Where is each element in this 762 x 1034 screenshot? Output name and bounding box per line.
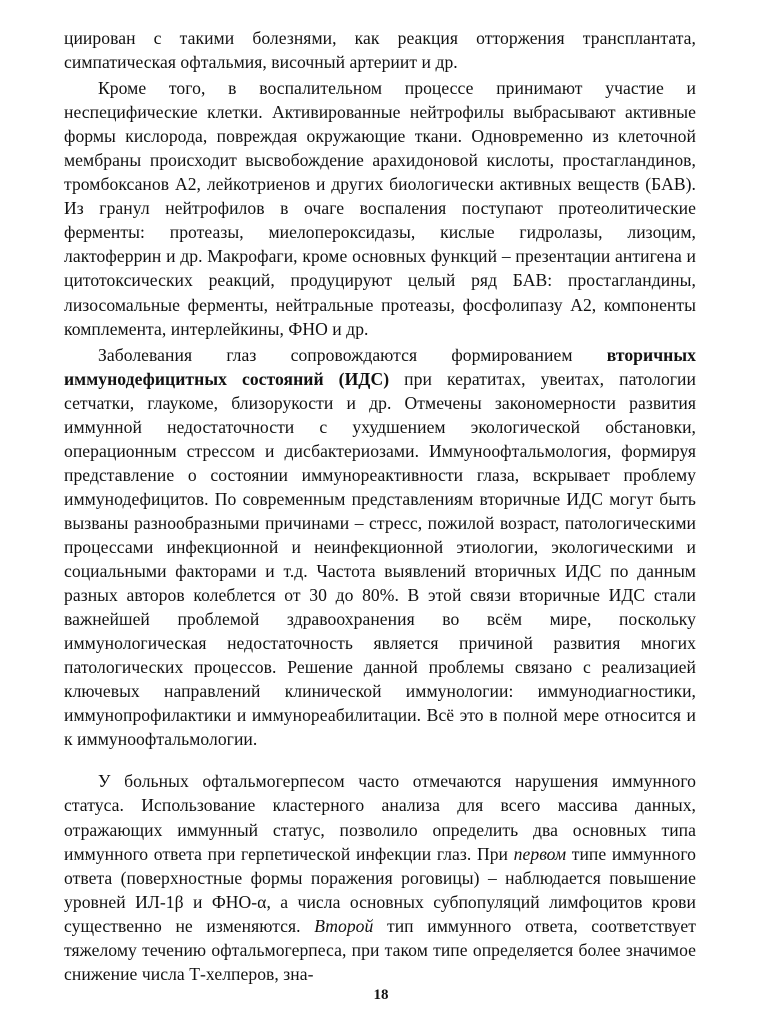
- paragraph-4-part-3: тип иммунного ответа, соответствует тяжелому течению офтальмогерпеса, при таком типе определяется более значимое снижение числа Т-хелперов, зна-: [64, 915, 696, 984]
- paragraph-4-part-1: У больных офтальмогерпесом часто отмечаются нарушения иммунного статуса. Использование кластерного анализа для всего массива данных, отражающих иммунный статус, позволило определить два основных типа иммунного ответа при герпетической инфекции глаз. При: [64, 771, 696, 864]
- page-number: 18: [373, 987, 389, 1003]
- paragraph-3: [64, 343, 696, 752]
- paragraph-4-part-2: типе иммунного ответа (поверхностные формы поражения роговицы) – наблюдается повышение уровней ИЛ-1β и ФНО-α, а числа основных субпопуляций лимфоцитов крови существенно не изменяются.: [64, 843, 696, 936]
- italic-term-first: первом: [513, 843, 567, 864]
- paragraph-2: Кроме того, в воспалительном процессе принимают участие и неспецифические клетки. Активированные нейтрофилы выбрасывают активные формы кислорода, повреждая окружающие ткани. Одновременно из клеточной мембраны происходит высвобождение арахидоновой кислоты, простагландинов, тромбоксанов А2, лейкотриенов и других биологически активных веществ (БАВ). Из гранул нейтрофилов в очаге воспаления поступают протеолитические ферменты: протеазы, миелопероксидазы, кислые гидролазы, лизоцим, лактоферрин и др. Макрофаги, кроме основных функций – презентации антигена и цитотоксических реакций, продуцируют целый ряд БАВ: простагландины, лизосомальные ферменты, нейтральные протеазы, фосфолипазу А2, компоненты комплемента, интерлейкины, ФНО и др.: [64, 78, 696, 339]
- italic-term-second: Второй: [314, 915, 374, 936]
- paragraph-4: [64, 769, 696, 985]
- paragraph-1: циирован с такими болезнями, как реакция отторжения трансплантата, симпатическая офтальмия, височный артериит и др.: [64, 28, 696, 73]
- document-page: [64, 26, 696, 986]
- paragraph-3-body: при кератитах, увеитах, патологии сетчатки, глаукоме, близорукости и др. Отмечены закономерности развития иммунной недостаточности с ухудшением экологической обстановки, операционным стрессом и дисбактериозами. Иммуноофтальмология, формируя представление о состоянии иммунореактивности глаза, вскрывает проблему иммунодефицитов. По современным представлениям вторичные ИДС могут быть вызваны разнообразными причинами – стресс, пожилой возраст, патологическими процессами инфекционной и неинфекционной этиологии, экологическими и социальными факторами и т.д. Частота выявлений вторичных ИДС по данным разных авторов колеблется от 30 до 80%. В этой связи вторичные ИДС стали важнейшей проблемой здравоохранения во всём мире, поскольку иммунологическая недостаточность является причиной развития многих патологических процессов. Решение данной проблемы связано с реализацией ключевых направлений клинической иммунологии: иммунодиагностики, иммунопрофилактики и иммунореабилитации. Всё это в полной мере относится и к иммуноофтальмологии.: [64, 368, 696, 750]
- paragraph-3-lead: Заболевания глаз сопровождаются формированием: [98, 344, 607, 365]
- bold-term-secondary-ids: вторичных иммунодефицитных состояний (ИДС): [64, 344, 696, 389]
